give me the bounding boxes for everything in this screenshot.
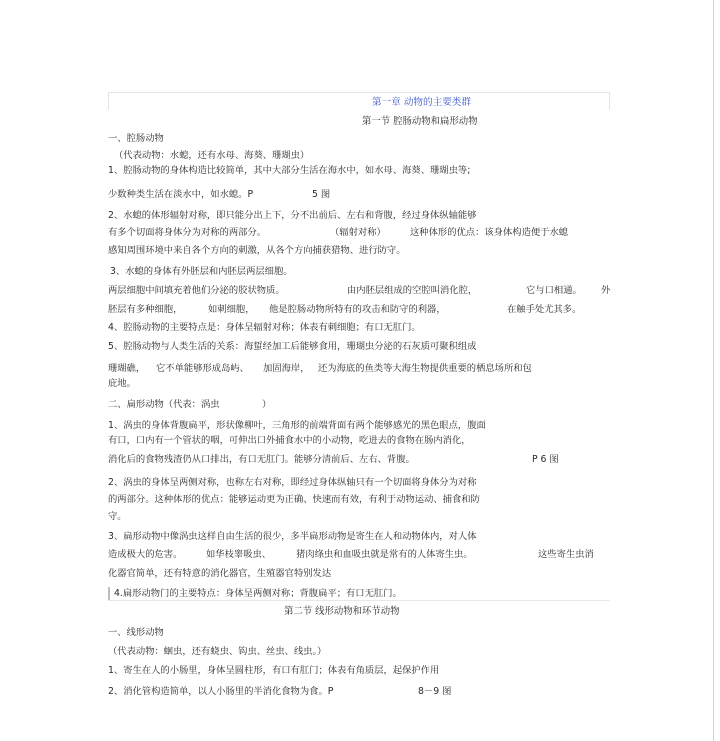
paragraph-line: 两层细胞中间填充着他们分泌的胶状物质。 bbox=[108, 285, 285, 296]
paragraph-line: 珊瑚礁， bbox=[108, 363, 146, 374]
paragraph-line: 造成极大的危害。 bbox=[108, 549, 183, 560]
paragraph-line: 它不单能够形成岛屿、 bbox=[156, 363, 249, 374]
paragraph-line: 如刺细胞， bbox=[208, 304, 255, 315]
chapter-title: 第一章 动物的主要类群 bbox=[372, 97, 471, 108]
heading-flatworms-close: ） bbox=[262, 399, 272, 410]
paragraph-line: 感知周围环境中来自各个方向的刺激，从各个方向捕获猎物、进行防守。 bbox=[108, 245, 406, 256]
paragraph-line: 由内胚层组成的空腔叫消化腔， bbox=[347, 285, 478, 296]
paragraph-line: 2、涡虫的身体呈两侧对称，也称左右对称，即经过身体纵轴只有一个切面将身体分为对称 bbox=[108, 477, 477, 488]
header-rule bbox=[108, 92, 610, 93]
paragraph-line: 4、腔肠动物的主要特点是：身体呈辐射对称；体表有刺细胞；有口无肛门。 bbox=[108, 322, 421, 333]
page-edge bbox=[713, 0, 714, 741]
section-2-rule bbox=[108, 600, 610, 601]
paragraph-line: 1、寄生在人的小肠里，身体呈圆柱形，有口有肛门；体表有角质层，起保护作用 bbox=[108, 665, 440, 676]
paragraph-line: 4.扁形动物门的主要特点：身体呈两侧对称；背腹扁平；有口无肛门。 bbox=[114, 588, 402, 599]
paragraph-line: 在触手处尤其多。 bbox=[507, 304, 582, 315]
figure-ref: 5 图 bbox=[312, 189, 331, 200]
paragraph-line: 庇地。 bbox=[108, 378, 136, 389]
paragraph-line: 猪肉绦虫和血吸虫就是常有的人体寄生虫。 bbox=[296, 549, 473, 560]
heading-roundworms: 一、线形动物 bbox=[108, 627, 164, 638]
paragraph-line: 胚层有多种细胞， bbox=[108, 304, 183, 315]
paragraph-line: 2、水螅的体形辐射对称，即只能分出上下，分不出前后、左右和背腹，经过身体纵轴能够 bbox=[108, 210, 477, 221]
paragraph-line: 化器官简单，还有特意的消化器官，生殖器官特别发达 bbox=[108, 568, 332, 579]
paragraph-line: 少数种类生活在淡水中，如水螅。P bbox=[108, 189, 254, 200]
paragraph-line: 这种体形的优点：该身体构造便于水螅 bbox=[410, 227, 569, 238]
paragraph-line: 还为海底的鱼类等大海生物提供重要的栖息场所和包 bbox=[318, 363, 532, 374]
header-rule-right bbox=[609, 92, 610, 110]
section-1-title: 第一节 腔肠动物和扁形动物 bbox=[362, 116, 478, 127]
paragraph-line: 5、腔肠动物与人类生活的关系：海蜇经加工后能够食用，珊瑚虫分泌的石灰质可聚积组成 bbox=[108, 341, 477, 352]
paragraph-line: （代表动物：蛔虫，还有蛲虫、钩虫、丝虫、线虫。） bbox=[108, 646, 327, 657]
paragraph-line: 加固海岸， bbox=[263, 363, 310, 374]
paragraph-line: 有多个切面将身体分为对称的两部分。 bbox=[108, 227, 267, 238]
paragraph-line: 外 bbox=[601, 285, 611, 296]
section-2-title: 第二节 线形动物和环节动物 bbox=[284, 606, 400, 617]
paragraph-line: 有口，口内有一个管状的咽，可伸出口外捕食水中的小动物，吃进去的食物在肠内消化， bbox=[108, 435, 471, 446]
paragraph-line: 3、水螅的身体有外胚层和内胚层两层细胞。 bbox=[110, 266, 293, 277]
heading-coelenterates: 一、腔肠动物 bbox=[108, 133, 164, 144]
paragraph-line: （代表动物：水螅，还有水母、海葵、珊瑚虫） bbox=[114, 150, 310, 161]
paragraph-line: 3、扁形动物中像涡虫这样自由生活的很少，多半扁形动物是寄生在人和动物体内，对人体 bbox=[108, 531, 477, 542]
paragraph-line: 如华枝睾吸虫、 bbox=[206, 549, 272, 560]
paragraph-line: 消化后的食物残渣仍从口排出，有口无肛门。能够分清前后、左右、背腹。 bbox=[108, 454, 415, 465]
paragraph-line: 2、消化管构造简单，以人小肠里的半消化食物为食。P bbox=[108, 686, 334, 697]
paragraph-line: 他是腔肠动物所特有的攻击和防守的利器， bbox=[269, 304, 446, 315]
header-rule-left bbox=[108, 92, 109, 110]
paragraph-line: 1、腔肠动物的身体构造比较简单，其中大部分生活在海水中，如水母、海葵、珊瑚虫等; bbox=[108, 165, 471, 176]
margin-marker bbox=[108, 587, 110, 601]
paragraph-line: 守。 bbox=[108, 511, 127, 522]
figure-ref: P 6 图 bbox=[532, 454, 559, 465]
paragraph-line: （辐射对称） bbox=[330, 227, 386, 238]
paragraph-line: 1、涡虫的身体背腹扁平，形状像柳叶，三角形的前端背面有两个能够感光的黑色眼点，腹面 bbox=[108, 420, 486, 431]
figure-ref: 8－9 图 bbox=[418, 686, 452, 697]
paragraph-line: 它与口相通。 bbox=[526, 285, 582, 296]
paragraph-line: 的两部分。这种体形的优点：能够运动更为正确、快速而有效，有利于动物运动、捕食和防 bbox=[108, 494, 480, 505]
paragraph-line: 这些寄生虫消 bbox=[538, 549, 594, 560]
heading-flatworms: 二、扁形动物（代表：涡虫 bbox=[108, 399, 220, 410]
